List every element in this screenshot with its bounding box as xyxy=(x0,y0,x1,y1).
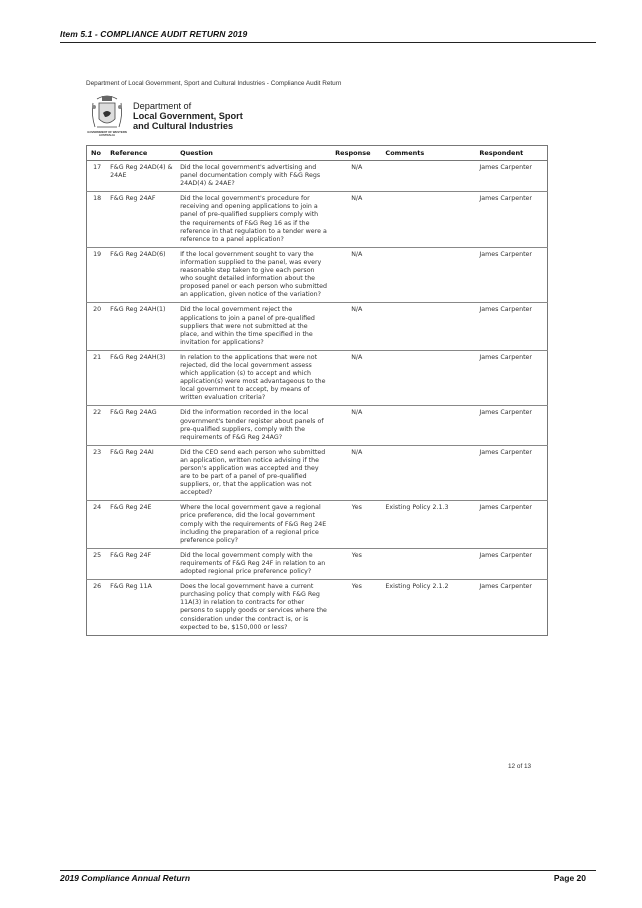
table-row xyxy=(87,350,548,406)
cell-respondent: James Carpenter xyxy=(475,303,547,350)
cell-response: N/A xyxy=(331,247,381,303)
header-title: Item 5.1 - COMPLIANCE AUDIT RETURN 2019 xyxy=(60,29,248,39)
cell-comments xyxy=(381,161,475,192)
cell-comments xyxy=(381,303,475,350)
cell-reference: F&G Reg 24AH(3) xyxy=(106,350,176,406)
cell-comments xyxy=(381,548,475,579)
footer-title: 2019 Compliance Annual Return xyxy=(60,873,191,883)
cell-question: Does the local government have a current purchasing policy that comply with F&G Reg 11A(3) in relation to contracts for other persons to supply goods or services where the consideration under the contract is, or is expected to be, $150,000 or less? xyxy=(180,583,327,631)
table-row xyxy=(87,501,548,548)
cell-no: 17 xyxy=(87,161,107,192)
column-header-question: Question xyxy=(176,146,331,161)
cell-question: Did the local government reject the applications to join a panel of pre-qualified suppliers that were not submitted at the place, and within the time specified in the invitation for applications? xyxy=(176,303,331,350)
column-header-reference: Reference xyxy=(106,146,176,161)
cell-respondent: James Carpenter xyxy=(475,406,547,445)
cell-reference: F&G Reg 24E xyxy=(106,501,176,548)
cell-response: N/A xyxy=(331,192,381,248)
cell-response: Yes xyxy=(331,501,381,548)
table-row xyxy=(87,445,548,501)
table-header-row xyxy=(87,146,548,161)
cell-question: Did the local government's advertising and panel documentation comply with F&G Regs 24AD(4) & 24AE? xyxy=(176,161,331,192)
cell-comments xyxy=(381,406,475,445)
cell-no: 21 xyxy=(87,350,107,406)
column-header-respondent: Respondent xyxy=(475,146,547,161)
page-header xyxy=(60,30,596,43)
cell-comments: Existing Policy 2.1.2 xyxy=(385,583,449,591)
cell-no: 24 xyxy=(87,501,107,548)
table-row xyxy=(87,406,548,445)
page-counter: 12 of 13 xyxy=(508,763,532,770)
department-line: Department of Local Government, Sport and Cultural Industries - Compliance Audit Return xyxy=(86,80,342,87)
cell-respondent: James Carpenter xyxy=(475,247,547,303)
cell-respondent: James Carpenter xyxy=(475,501,547,548)
column-header-no: No xyxy=(87,146,107,161)
cell-response: Yes xyxy=(331,548,381,579)
cell-respondent: James Carpenter xyxy=(475,548,547,579)
column-header-comments: Comments xyxy=(381,146,475,161)
cell-no: 26 xyxy=(93,583,102,591)
footer-page-number: Page 20 xyxy=(553,873,586,883)
cell-question: Did the local government comply with the requirements of F&G Reg 24F in relation to an adopted regional price preference policy? xyxy=(176,548,331,579)
logo-line-1: Department of xyxy=(133,101,192,111)
cell-no: 20 xyxy=(87,303,107,350)
cell-reference: F&G Reg 24AG xyxy=(106,406,176,445)
logo-line-3: and Cultural Industries xyxy=(133,121,234,131)
cell-question: If the local government sought to vary the information supplied to the panel, was every reasonable step taken to give each person who sought detailed information about the proposed panel or each person who submitted an application, given notice of the variation? xyxy=(176,247,331,303)
cell-no: 19 xyxy=(87,247,107,303)
cell-reference: F&G Reg 24F xyxy=(106,548,176,579)
cell-response: N/A xyxy=(331,303,381,350)
cell-reference: F&G Reg 24AF xyxy=(106,192,176,248)
table-row xyxy=(87,303,548,350)
cell-reference: F&G Reg 11A xyxy=(110,583,152,591)
cell-comments xyxy=(381,247,475,303)
page-footer xyxy=(60,870,596,883)
cell-no: 25 xyxy=(87,548,107,579)
cell-respondent: James Carpenter xyxy=(475,192,547,248)
table-row xyxy=(87,548,548,579)
table-row xyxy=(87,247,548,303)
cell-question: In relation to the applications that were not rejected, did the local government assess which application (s) to accept and which application(s) were most advantageous to the local government to accept, by means of written evaluation criteria? xyxy=(176,350,331,406)
department-logo xyxy=(87,93,287,141)
crest-caption: GOVERNMENT OF WESTERN AUSTRALIA xyxy=(87,130,127,138)
cell-no: 23 xyxy=(87,445,107,501)
logo-text xyxy=(133,101,243,131)
cell-response: N/A xyxy=(331,445,381,501)
table-row xyxy=(87,161,548,192)
cell-question: Did the CEO send each person who submitted an application, written notice advising if the person's application was accepted and they are to be part of a panel of pre-qualified suppliers, or, that the application was not accepted? xyxy=(176,445,331,501)
cell-comments xyxy=(381,350,475,406)
cell-reference: F&G Reg 24AD(6) xyxy=(106,247,176,303)
cell-response: N/A xyxy=(331,161,381,192)
cell-no: 18 xyxy=(87,192,107,248)
cell-question: Did the information recorded in the local government's tender register about panels of pre-qualified suppliers, comply with the requirements of F&G Reg 24AG? xyxy=(176,406,331,445)
cell-response: N/A xyxy=(331,406,381,445)
cell-reference: F&G Reg 24AD(4) & 24AE xyxy=(106,161,176,192)
cell-question: Where the local government gave a regional price preference, did the local government comply with the requirements of F&G Reg 24E including the preparation of a regional price preference policy? xyxy=(176,501,331,548)
cell-respondent: James Carpenter xyxy=(475,350,547,406)
cell-respondent: James Carpenter xyxy=(475,161,547,192)
cell-respondent: James Carpenter xyxy=(475,445,547,501)
compliance-table xyxy=(86,145,548,636)
table-row xyxy=(87,192,548,248)
cell-comments: Existing Policy 2.1.3 xyxy=(381,501,475,548)
cell-reference: F&G Reg 24AI xyxy=(106,445,176,501)
cell-respondent: James Carpenter xyxy=(479,583,533,591)
cell-comments xyxy=(381,192,475,248)
cell-no: 22 xyxy=(87,406,107,445)
cell-question: Did the local government's procedure for receiving and opening applications to join a panel of pre-qualified suppliers comply with the requirements of F&G Reg 16 as if the reference in that regulation to a tender were a reference to a panel application? xyxy=(176,192,331,248)
table-row xyxy=(87,580,548,636)
column-header-response: Response xyxy=(331,146,381,161)
cell-comments xyxy=(381,445,475,501)
cell-response: N/A xyxy=(331,350,381,406)
cell-reference: F&G Reg 24AH(1) xyxy=(106,303,176,350)
cell-response: Yes xyxy=(351,583,362,591)
logo-line-2: Local Government, Sport xyxy=(133,111,243,121)
